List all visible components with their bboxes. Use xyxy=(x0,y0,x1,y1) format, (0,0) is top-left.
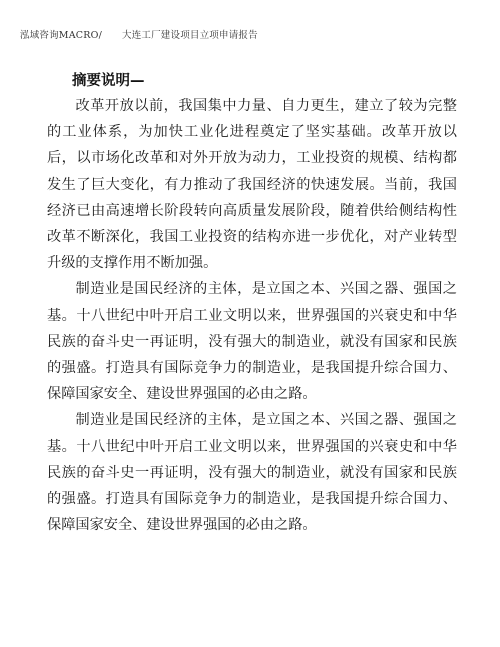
header-doc-title: 大连工厂建设项目立项申请报告 xyxy=(122,30,258,41)
header-company: 泓域咨询MACRO/ xyxy=(20,30,102,41)
paragraph: 制造业是国民经济的主体，是立国之本、兴国之器、强国之基。十八世纪中叶开启工业文明以来，世界强国的兴衰史和中华民族的奋斗史一再证明，没有强大的制造业，就没有国家和民族的强盛。打造具有国际竞争力的制造业，是我国提升综合国力、保障国家安全、建设世界强国的必由之路。 xyxy=(47,281,457,403)
section-title: 摘要说明— xyxy=(72,73,145,89)
paragraph: 改革开放以前，我国集中力量、自力更生，建立了较为完整的工业体系，为加快工业化进程奠定了坚实基础。改革开放以后，以市场化改革和对外开放为动力，工业投资的规模、结构都发生了巨大变化，有力推动了我国经济的快速发展。当前，我国经济已由高速增长阶段转向高质量发展阶段，随着供给侧结构性改革不断深化，我国工业投资的结构亦进一步优化，对产业转型升级的支撑作用不断加强。 xyxy=(47,98,457,272)
paragraph: 制造业是国民经济的主体，是立国之本、兴国之器、强国之基。十八世纪中叶开启工业文明以来，世界强国的兴衰史和中华民族的奋斗史一再证明，没有强大的制造业，就没有国家和民族的强盛。打造具有国际竞争力的制造业，是我国提升综合国力、保障国家安全、建设世界强国的必由之路。 xyxy=(47,412,457,534)
document-body xyxy=(47,93,457,538)
page-header xyxy=(20,27,258,41)
